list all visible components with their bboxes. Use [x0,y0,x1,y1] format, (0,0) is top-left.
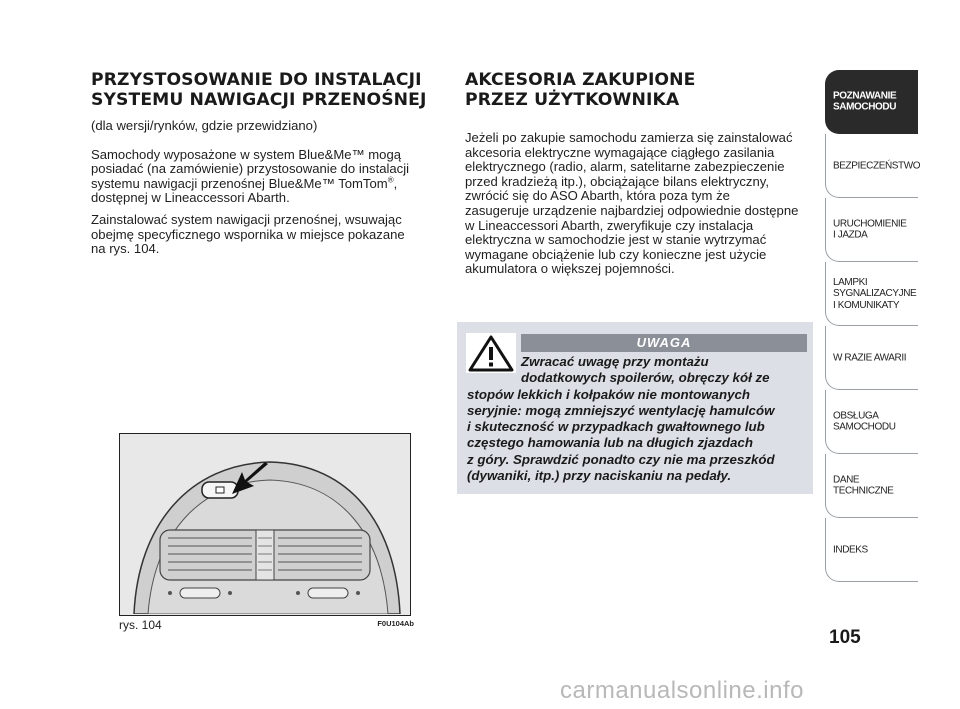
navigation-paragraph-2 [91,213,441,257]
text-line [91,177,441,192]
title-line: SYSTEMU NAWIGACJI PRZENOŚNEJ [91,90,427,110]
figure-label: rys. 104 [119,618,162,632]
dashboard-vent-illustration [120,434,409,614]
tab-label-line: BEZPIECZEŃSTWO [833,159,921,171]
sidebar-tab-obsluga-samochodu[interactable] [825,390,918,454]
tab-label-line: SAMOCHODU [833,101,897,113]
text-line: obejmę specyficznego wspornika w miejsce pokazane [91,226,405,242]
text-line: w Lineaccessori Abarth, zweryfikuje czy instalacja [465,217,754,233]
tab-label-line: TECHNICZNE [833,485,894,497]
sidebar-tab-bezpieczenstwo[interactable] [825,134,921,198]
tab-label-line: DANE [833,474,860,485]
text-segment: systemu nawigacji przenośnej Blue&Me™ TomTom [91,175,388,191]
text-line: posiadać (na zamówienie) przystosowanie do instalacji [91,161,410,177]
figure-code: F0U104Ab [377,619,414,628]
text-line: zwrócić się do ASO Abarth, która poza tym że [465,188,730,204]
text-line: zasugeruje urządzenie najbardziej odpowiednie dostępne [465,202,799,218]
warning-box [457,322,813,494]
text-line: na rys. 104. [91,241,160,257]
title-line: PRZYSTOSOWANIE DO INSTALACJI [91,70,422,90]
text-line: dostępnej w Lineaccessori Abarth. [91,190,290,206]
tab-label-line: URUCHOMIENIE [833,218,907,229]
sidebar-tab-dane-techniczne[interactable] [825,454,918,518]
text-line: stopów lekkich i kołpaków nie montowanych [467,386,750,402]
navigation-section-title [91,70,441,110]
watermark-text: carmanualsonline.info [560,677,804,704]
text-line: wymagane obciążenie lub czy konieczne jest użycie [465,246,767,262]
sidebar-tab-w-razie-awarii[interactable] [825,326,918,390]
warning-text [467,354,811,484]
sidebar-tab-lampki-sygnalizacyjne[interactable] [825,262,918,326]
registered-mark: ® [387,175,394,185]
text-line: przed kradzieżą itp.), obciążające bilans elektryczny, [465,173,769,189]
middle-column [465,70,815,277]
text-line: elektryczna w samochodzie jest w stanie wytrzymać [465,232,767,248]
sidebar-tab-poznawanie-samochodu[interactable] [825,70,918,134]
page-number: 105 [829,627,861,648]
text-line: Jeżeli po zakupie samochodu zamierza się zainstalować [465,130,793,145]
title-line: AKCESORIA ZAKUPIONE [465,70,696,90]
sidebar-tab-uruchomienie-i-jazda[interactable] [825,198,918,262]
text-line: dodatkowych spoilerów, obręczy kół ze [521,370,770,386]
tab-label-line: SYGNALIZACYJNE [833,287,917,299]
text-line: akumulatora o większej pojemności. [465,261,675,277]
tab-label-line: INDEKS [833,543,868,555]
dashboard-figure [119,433,411,616]
tab-label-line: LAMPKI [833,276,868,288]
text-line: Zainstalować system nawigacji przenośnej, wsuwając [91,211,402,227]
text-line: częstego hamowania lub na długich zjazdach [467,435,753,451]
tab-label-line: I JAZDA [833,229,868,241]
title-line: PRZEZ UŻYTKOWNIKA [465,90,680,110]
sidebar-tab-indeks[interactable] [825,518,918,582]
tab-label-line: OBSŁUGA [833,410,879,421]
accessories-paragraph [465,131,815,277]
navigation-subtitle: (dla wersji/rynków, gdzie przewidziano) [91,118,318,133]
left-column [91,70,441,257]
tab-label-line: POZNAWANIE [833,90,897,101]
text-line: Zwracać uwagę przy montażu [521,354,709,369]
text-line: Samochody wyposażone w system Blue&Me™ mogą [91,146,402,162]
tab-label-line: SAMOCHODU [833,421,896,433]
text-line: akcesoria elektryczne wymagające ciągłego zasilania [465,144,775,160]
text-line: seryjnie: mogą zmniejszyć wentylację hamulców [467,402,775,418]
text-line: z góry. Sprawdzić ponadto czy nie ma przeszkód [467,451,775,467]
text-line: i skuteczność w przypadkach gwałtownego lub [467,419,765,435]
text-line: (dywaniki, itp.) przy naciskaniu na pedały. [467,468,732,484]
chapter-sidebar [825,70,921,582]
text-line: elektrycznego (radio, alarm, satelitarne zabezpieczenie [465,159,785,175]
tab-label-line: W RAZIE AWARII [833,351,907,363]
navigation-paragraph-1 [91,148,441,206]
text-segment: , [393,175,398,191]
figure-caption [119,618,414,632]
warning-header: UWAGA [521,334,807,352]
accessories-section-title [465,70,815,110]
tab-label-line: I KOMUNIKATY [833,299,900,311]
